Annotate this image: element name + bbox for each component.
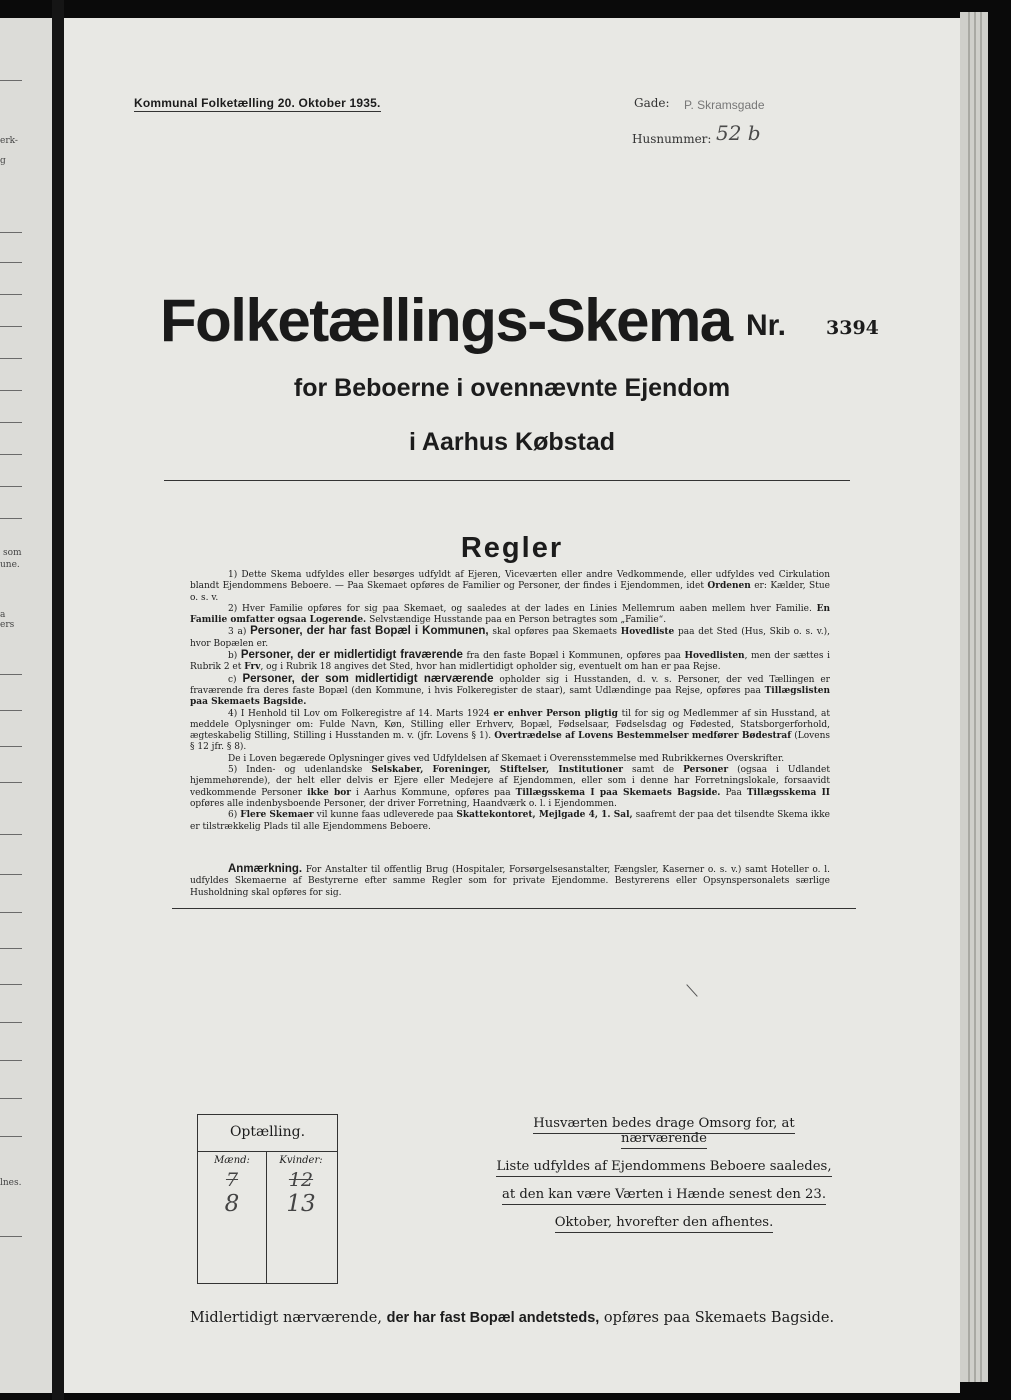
page-edge-line [974, 12, 976, 1382]
right-page-edges [960, 12, 988, 1382]
left-page-fragment: lnes. [0, 1178, 22, 1188]
husnummer-value: 52 b [716, 121, 761, 145]
tally-women-column [267, 1151, 335, 1217]
rule-4-note: De i Loven begærede Oplysninger gives ved Udfyldelsen af Skemaet i Overensstemmelse med Rubrikkernes Overskrifter. [228, 753, 785, 764]
notice-line-4: Oktober, hvorefter den afhentes. [555, 1215, 774, 1233]
pencil-mark [686, 984, 697, 997]
left-page-rule [0, 518, 22, 519]
tally-men-column [198, 1151, 266, 1217]
left-page-rule [0, 1098, 22, 1099]
page-edge-line [980, 12, 982, 1382]
rule-3c: c) Personer, der som midlertidigt nærværende opholder sig i Husstanden, d. v. s. Personer, der ved Tællingen er fraværende fra deres faste Bopæl (den Kommune, i hvis Folkeregister de staar), samt Udlændinge paa Rejse, opføres paa Tillægslisten paa Skemaets Bagside. [190, 672, 830, 708]
rules-text [190, 570, 830, 833]
page-edge-line [968, 12, 970, 1382]
women-struck-count: 12 [288, 1169, 314, 1191]
left-page-rule [0, 262, 22, 263]
left-page-rule [0, 782, 22, 783]
rule-4: 4) I Henhold til Lov om Folkeregistre af 14. Marts 1924 er enhver Person pligtig til for sig og Medlemmer af sin Husstand, at meddele Oplysninger om: Fulde Navn, Køn, Stilling eller Erhverv, Bopæl, Fødselsaar, Fødselsdag og Fødested, Statsborgerforhold, ægteskabelig Stilling, Stilling i Husstanden m. v. (jfr. Lovens § 1). Overtrædelse af Lovens Bestemmelser medfører Bødestraf (Lovens § 12 jfr. § 8). [190, 708, 830, 753]
left-page-rule [0, 390, 22, 391]
left-page-rule [0, 984, 22, 985]
left-page-rule [0, 674, 22, 675]
left-page-rule [0, 912, 22, 913]
left-page-rule [0, 948, 22, 949]
form-number-value: 3394 [826, 317, 879, 339]
form-title: Folketællings-Skema [160, 287, 732, 354]
rule-6: 6) Flere Skemaer vil kunne faas udleverede paa Skattekontoret, Mejlgade 4, 1. Sal, saafremt der paa det tilsendte Skema ikke er tilstrækkelig Plads til alle Ejendommens Beboere. [190, 810, 830, 832]
book-spine [52, 0, 64, 1400]
left-page-edge [0, 18, 52, 1393]
landlord-notice [496, 1116, 832, 1243]
men-label: Mænd: [214, 1155, 250, 1166]
men-struck-count: 7 [225, 1169, 239, 1191]
rules-heading: Regler [460, 532, 564, 564]
notice-line-3: at den kan være Værten i Hænde senest den 23. [502, 1187, 826, 1205]
annotation-divider [172, 908, 856, 909]
left-page-rule [0, 1022, 22, 1023]
left-page-rule [0, 80, 22, 81]
left-page-fragment: ers [0, 620, 15, 630]
left-page-rule [0, 454, 22, 455]
left-page-fragment: g [0, 156, 6, 166]
left-page-rule [0, 294, 22, 295]
left-page-rule [0, 486, 22, 487]
rule-5: 5) Inden- og udenlandske Selskaber, Foreninger, Stiftelser, Institutioner samt de Personer (ogsaa i Udlandet hjemmehørende), der helt eller delvis er Ejere eller Medejere af Ejendommen, eller som i denne har Forretningslokale, forsaavidt vedkommende Personer ikke bor i Aarhus Kommune, opføres paa Tillægsskema I paa Skemaets Bagside. Paa Tillægsskema II opføres alle indenbysboende Personer, der driver Forretning, Haandværk o. l. i Ejendommen. [190, 765, 830, 809]
notice-line-1: Husværten bedes drage Omsorg for, at nærværende [533, 1116, 794, 1149]
form-subtitle-2: i Aarhus Købstad [408, 428, 616, 456]
gade-label: Gade: [634, 96, 670, 110]
left-page-rule [0, 746, 22, 747]
footer-part-1: Midlertidigt nærværende, [189, 1310, 382, 1326]
left-page-rule [0, 232, 22, 233]
rule-2: 2) Hver Familie opføres for sig paa Skemaet, og saaledes at der lades en Linies Mellemrum aaben mellem hver Familie. En Familie omfatter ogsaa Logerende. Selvstændige Husstande paa en Person betragtes som „Familie“. [190, 603, 830, 626]
tally-box [197, 1114, 338, 1284]
women-count: 13 [286, 1191, 316, 1217]
rule-3b: b) Personer, der er midlertidigt fraværende fra den faste Bopæl i Kommunen, opføres paa Hovedlisten, men der sættes i Rubrik 2 et Frv, og i Rubrik 18 angives det Sted, hvor han midlertidigt opholder sig, eventuelt om han er paa Rejse. [190, 649, 830, 673]
footer-part-2: der har fast Bopæl andetsteds, [386, 1310, 600, 1326]
rule-3a: 3 a) Personer, der har fast Bopæl i Kommunen, skal opføres paa Skemaets Hovedliste paa det Sted (Hus, Skib o. s. v.), hvor Bopælen er. [190, 625, 830, 649]
annotation-text: For Anstalter til offentlig Brug (Hospitaler, Forsørgelsesanstalter, Fængsler, Kaserner o. s. v.) samt Hoteller o. l. udfyldes Skemaerne af Bestyrerne efter samme Regler som for private Ejendomme. Bestyrerens eller Opsynspersonalets særlige Husholdning skal opføres for sig. [190, 865, 830, 898]
rule-1: 1) Dette Skema udfyldes eller besørges udfyldt af Ejeren, Viceværten eller andre Vedkommende, eller udfyldes ved Cirkulation blandt Ejendommens Beboere. — Paa Skemaet opføres de Familier og Personer, der findes i Ejendommen, idet Ordenen er: Kælder, Stue o. s. v. [190, 570, 830, 603]
left-page-rule [0, 1060, 22, 1061]
tally-title: Optælling. [198, 1115, 337, 1152]
notice-line-2: Liste udfyldes af Ejendommens Beboere saaledes, [496, 1159, 831, 1177]
left-page-rule [0, 1236, 22, 1237]
left-page-rule [0, 710, 22, 711]
husnummer-label: Husnummer: [632, 132, 712, 146]
left-page-rule [0, 874, 22, 875]
footer-part-3: opføres paa Skemaets Bagside. [603, 1310, 835, 1326]
footer-note [64, 1310, 960, 1326]
left-page-rule [0, 834, 22, 835]
left-page-rule [0, 326, 22, 327]
left-page-rule [0, 422, 22, 423]
left-page-fragment: erk- [0, 136, 18, 146]
left-page-fragment: a [0, 610, 6, 620]
men-count: 8 [224, 1191, 240, 1217]
census-header-title: Kommunal Folketælling 20. Oktober 1935. [134, 96, 381, 110]
annotation-lead: Anmærkning. [228, 863, 303, 875]
left-page-fragment: une. [0, 560, 20, 570]
women-label: Kvinder: [279, 1155, 323, 1166]
census-form-page [64, 18, 960, 1393]
annotation-paragraph [190, 864, 830, 899]
form-number-label: Nr. [746, 309, 787, 342]
form-subtitle-1: for Beboerne i ovennævnte Ejendom [293, 374, 731, 402]
gade-value: P. Skramsgade [684, 98, 765, 112]
title-divider [164, 480, 850, 481]
left-page-rule [0, 358, 22, 359]
left-page-rule [0, 1136, 22, 1137]
left-page-fragment: som [3, 548, 22, 558]
